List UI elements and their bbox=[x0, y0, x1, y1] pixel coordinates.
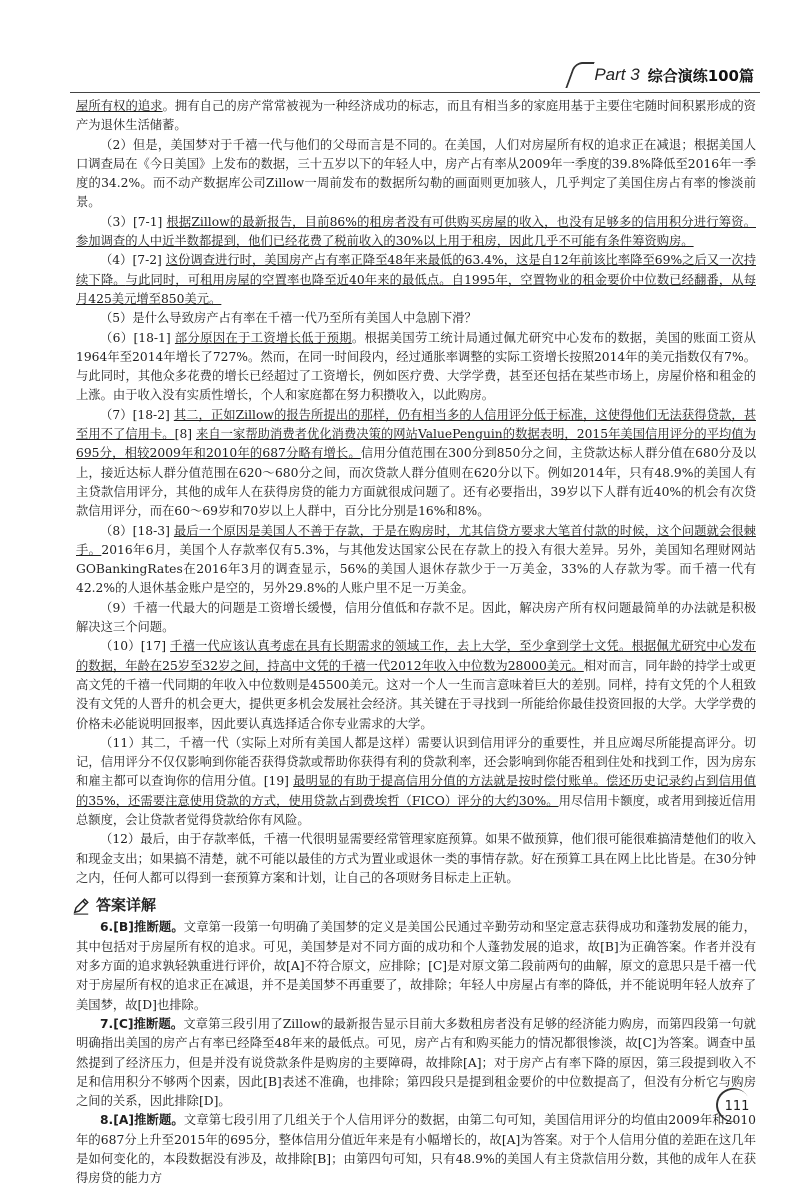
paragraph-text: 2016年6月，美国个人存款率仅有5.3%，与其他发达国家公民在存款上的投入有很大差异。另外，美国知名理财网站GOBankingRates在2016年3月的调查显示，56%的美国人退休存款少于一万美金，33%的人存款为零。而千禧一代有42.2%的人退休基金账户是空的，另外29.8%的人账户里不足一万美金。 bbox=[76, 542, 756, 596]
paragraph-text: 。拥有自己的房产常常被视为一种经济成功的标志，而且有相当多的家庭用基于主要住宅随时间积累形成的资产为退休生活储蓄。 bbox=[76, 99, 756, 133]
answer-text: 文章第七段引用了几组关于个人信用评分的数据，由第二句可知，美国信用评分的均值由2009年和2010年的687分上升至2015年的695分，整体信用分值近年来是有小幅增长的，故[A]为答案。对于个人信用分值的差距在这几年是如何变化的，本段数据没有涉及，故排除[B]；由第四句可知，只有48.9%的美国人有主贷款信用分数，其他的成年人在获得房贷的能力方 bbox=[76, 1113, 756, 1186]
header-divider bbox=[70, 92, 760, 93]
paragraph-text: （6）[18-1] bbox=[100, 330, 175, 345]
paragraph-text: （8）[18-3] bbox=[100, 523, 174, 538]
answers-title: 答案详解 bbox=[96, 896, 157, 915]
answer-text: 文章第三段引用了Zillow的最新报告显示目前大多数租房者没有足够的经济能力购房，而第四段第一句就明确指出美国的房产占有率已经降至48年来的最低点。可见，房产占有和购买能力的情况都很惨淡，故[C]为答案。调查中虽然提到了经济压力，但是并没有说贷款条件是购房的主要障碍，故排除[A]；对于房产占有率下降的原因，第三段提到收入不足和信用积分不够两个因素，因此[B]表述不准确，也排除；第四段只是提到租金要价的中位数提高了，但没有分析它与购房之间的关系，因此排除[D]。 bbox=[76, 1016, 756, 1109]
question-type: 推断题。 bbox=[133, 1016, 184, 1031]
paragraph bbox=[76, 734, 756, 830]
paragraph bbox=[76, 251, 756, 309]
answer-number: 8. bbox=[100, 1113, 114, 1128]
paragraph-text: （3）[7-1] bbox=[100, 214, 167, 229]
paragraph-text: （9）千禧一代最大的问题是工资增长缓慢，信用分值低和存款不足。因此，解决房产所有权问题最简单的办法就是积极解决这三个问题。 bbox=[76, 600, 756, 635]
page-number: 111 bbox=[722, 1094, 752, 1118]
part-label: Part 3 bbox=[594, 65, 640, 84]
underlined-text: 这份调查进行时，美国房产占有率正降至48年来最低的63.4%，这是自12年前该比率降至69%之后又一次持续下降。 bbox=[76, 253, 756, 287]
paragraph bbox=[76, 637, 756, 733]
paragraph-text: （4）[7-2] bbox=[100, 253, 166, 268]
underlined-text: 根据Zillow的最新报告，目前86%的租房者没有可供购买房屋的收入，也没有足够多的信用积分进行筹资。参加调查的人中近半数都提到，他们已经花费了税前收入的30%以上用于租房，因此几乎不可能有条件筹资购房。 bbox=[76, 214, 756, 249]
underlined-text: 屋所有权的追求 bbox=[76, 99, 163, 113]
question-type: 推断题。 bbox=[133, 920, 184, 935]
paragraph bbox=[76, 830, 756, 888]
answer-number: 6. bbox=[100, 920, 114, 935]
paragraph bbox=[76, 309, 756, 328]
underlined-text: 部分原因在于工资增长低于预期 bbox=[174, 330, 352, 345]
header-bracket-icon bbox=[566, 62, 595, 88]
paragraph-text: （10）[17] bbox=[100, 639, 171, 654]
paragraph bbox=[76, 136, 756, 213]
paragraph-text: （2）但是，美国梦对于千禧一代与他们的父母而言是不同的。在美国，人们对房屋所有权的追求正在减退；根据美国人口调查局在《今日美国》上发布的数据，三十五岁以下的年轻人中，房产占有率从2009年一季度的39.8%降低至2016年一季度的34.2%。而不动产数据库公司Zillow一周前发布的数据所勾勒的画面则更加骇人，几乎判定了美国住房占有率的惨淡前景。 bbox=[76, 137, 756, 210]
paragraph-text: 信用分值范围在300分到850分之间，主贷款达标人群分值在680分及以上，接近达标人群分值范围在620～680分之间，而次贷款人群分值则在620分以下。例如2014年，只有48.9%的美国人有主贷款信用评分，其他的成年人在获得房贷的能力方面就很成问题了。还有必要指出，39岁以下人群有近40%的机会有次贷款信用评分，而在60～69岁和70岁以上人群中，百分比分别是16%和8%。 bbox=[76, 446, 756, 519]
paragraph-text: （5）是什么导致房产占有率在千禧一代乃至所有美国人中急剧下滑？ bbox=[100, 311, 477, 326]
answer-key: [B] bbox=[113, 920, 134, 935]
answer-number: 7. bbox=[100, 1016, 114, 1031]
answers-heading bbox=[72, 896, 756, 915]
paragraph bbox=[76, 97, 756, 136]
underlined-text: 最后一个原因是美国人不善于存款，于是在购房时，尤其信贷方要求大笔首付款的时候，这个问题就会很棘手。 bbox=[76, 523, 756, 557]
paragraph-text: （11）其二，千禧一代（实际上对所有美国人都是这样）需要认识到信用评分的重要性，并且应竭尽所能提高评分。切记，信用评分不仅仅影响到你能否获得贷款或帮助你获得有利的贷款利率，还会影响到你能否租到住处和找到工作，因为房东和雇主都可以查询你的信用分值。[19] bbox=[76, 735, 756, 789]
underlined-text: 其二，正如Zillow的报告所提出的那样，仍有相当多的人信用评分低于标准，这使得他们无法获得贷款，甚至用不了信用卡。 bbox=[76, 407, 756, 442]
answer-text: 文章第一段第一句明确了美国梦的定义是美国公民通过辛勤劳动和坚定意志获得成功和蓬勃发展的能力，其中包括对于房屋所有权的追求。可见，美国梦是对不同方面的成功和个人蓬勃发展的追求，故[B]为正确答案。作者并没有对多方面的追求孰轻孰重进行评价，故[A]不符合原文，应排除；[C]是对原文第二段前两句的曲解，原文的意思只是千禧一代对于房屋所有权的追求正在减退，并不是美国梦不再重要了，故排除；年轻人中房屋占有率的降低，并不能说明年轻人放弃了美国梦，故[D]也排除。 bbox=[76, 920, 756, 1012]
paragraph bbox=[76, 213, 756, 252]
page-header bbox=[570, 62, 754, 88]
article-body bbox=[76, 97, 756, 888]
paragraph-text: （12）最后，由于存款率低，千禧一代很明显需要经常管理家庭预算。如果不做预算，他们很可能很难搞清楚他们的收入和现金支出；如果搞不清楚，就不可能以最佳的方式为置业或退休一类的事情存款。好在预算工具在网上比比皆是。在30分钟之内，任何人都可以得到一套预算方案和计划，让自己的各项财务目标走上正轨。 bbox=[76, 832, 756, 885]
answer-item bbox=[76, 1111, 756, 1188]
question-type: 推断题。 bbox=[134, 1113, 184, 1128]
answers-list bbox=[76, 918, 756, 1188]
page-content bbox=[76, 97, 756, 1189]
paragraph-text: 用尽信用卡额度，或者用到接近信用总额度，会让贷款者觉得贷款给你有风险。 bbox=[76, 793, 756, 827]
paragraph bbox=[76, 406, 756, 522]
answer-item bbox=[76, 1015, 756, 1111]
paragraph-text: [8] bbox=[174, 427, 197, 442]
underlined-text: 来自一家帮助消费者优化消费决策的网站ValuePenguin的数据表明，2015年美国信用评分的平均值为695分，相较2009年和2010年的687分略有增长。 bbox=[76, 427, 756, 461]
paragraph-text: （7）[18-2] bbox=[100, 407, 174, 422]
pencil-icon bbox=[72, 897, 90, 915]
paragraph bbox=[76, 522, 756, 599]
section-title: 综合演练100篇 bbox=[647, 66, 754, 85]
paragraph bbox=[76, 599, 756, 638]
answer-item bbox=[76, 918, 756, 1014]
underlined-text: 千禧一代应该认真考虑在具有长期需求的领域工作，去上大学，至少拿到学士文凭。根据佩尤研究中心发布的数据，年龄在25岁至32岁之间，持高中文凭的千禧一代2012年收入中位数为28000美元。 bbox=[76, 639, 756, 673]
underlined-text: 与此同时，可租用房屋的空置率也降至近40年来的最低点。自1995年，空置物业的租金要价中位数已经翻番，从每月425美元增至850美元。 bbox=[76, 272, 756, 306]
paragraph-text: 相对而言，同年龄的持学士或更高文凭的千禧一代同期的年收入中位数则是45500美元。这对一个人一生而言意味着巨大的差别。同样，持有文凭的个人租致没有文凭的人晋升的机会更大，提供更多机会发展社会经济。其关键在于寻找到一所能给你最佳投资回报的大学。大学学费的价格未必能说明回报率，因此要认真选择适合你专业需求的大学。 bbox=[76, 658, 756, 731]
answer-key: [A] bbox=[113, 1113, 134, 1128]
paragraph-text: 。根据美国劳工统计局通过佩尤研究中心发布的数据，美国的账面工资从1964年至2014年增长了727%。然而，在同一时间段内，经过通胀率调整的实际工资增长按照2014年的美元指数仅有7%。与此同时，其他众多花费的增长已经超过了工资增长，例如医疗费、大学学费，甚至还包括在某些市场上，房屋价格和租金的上涨。由于收入没有实质性增长，个人和家庭都在努力积攒收入，以此购房。 bbox=[76, 330, 756, 403]
answer-key: [C] bbox=[113, 1016, 134, 1031]
paragraph bbox=[76, 329, 756, 406]
underlined-text: 最明显的有助于提高信用分值的方法就是按时偿付账单。偿还历史记录约占到信用值的35%，还需要注意使用贷款的方式，使用贷款占到费埃哲（FICO）评分的大约30%。 bbox=[76, 774, 756, 808]
